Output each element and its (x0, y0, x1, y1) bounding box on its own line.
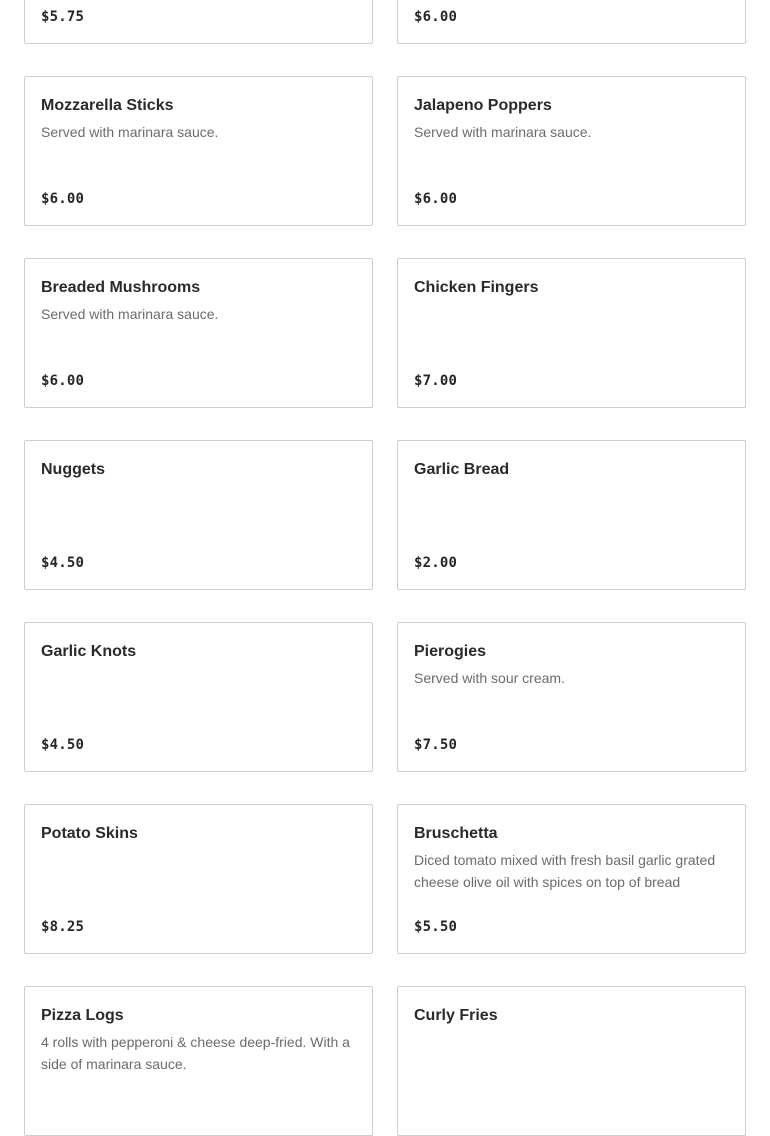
menu-item-card[interactable] (24, 0, 373, 44)
menu-item-price: $6.00 (414, 191, 458, 207)
menu-item-card[interactable] (397, 622, 746, 772)
menu-item-description: Served with marinara sauce. (414, 124, 592, 140)
menu-item-description: 4 rolls with pepperoni & cheese deep-fried. With a side of marinara sauce. (41, 1034, 350, 1072)
menu-item-price: $8.25 (41, 919, 85, 935)
menu-item-name: Nuggets (41, 461, 105, 478)
menu-item-name: Pierogies (414, 643, 487, 660)
menu-item-price: $7.50 (414, 737, 458, 753)
menu-item-price: $6.00 (41, 191, 85, 207)
menu-item-price: $5.75 (41, 9, 85, 25)
menu-item-card[interactable] (24, 986, 373, 1136)
menu-item-description: Served with marinara sauce. (41, 306, 219, 322)
menu-item-name: Mozzarella Sticks (41, 97, 174, 114)
menu-item-price: $6.00 (414, 9, 458, 25)
menu-item-name: Bruschetta (414, 825, 498, 842)
menu-item-name: Breaded Mushrooms (41, 279, 201, 296)
menu-item-name: Curly Fries (414, 1007, 498, 1024)
menu-item-name: Garlic Knots (41, 643, 137, 660)
menu-item-card[interactable] (397, 0, 746, 44)
menu-item-card[interactable] (24, 804, 373, 954)
menu-item-name: Garlic Bread (414, 461, 510, 478)
menu-item-description: Served with sour cream. (414, 670, 565, 686)
menu-item-card[interactable] (24, 622, 373, 772)
menu-item-card[interactable] (397, 258, 746, 408)
menu-item-name: Pizza Logs (41, 1007, 124, 1024)
menu-item-card[interactable] (397, 804, 746, 954)
menu-item-price: $5.50 (414, 919, 458, 935)
menu-item-price: $7.00 (414, 373, 458, 389)
menu-item-card[interactable] (397, 440, 746, 590)
menu-item-card[interactable] (397, 986, 746, 1136)
menu-item-price: $4.50 (41, 555, 85, 571)
menu-item-description: Diced tomato mixed with fresh basil garlic grated cheese olive oil with spices on top of bread (414, 852, 716, 890)
menu-item-card[interactable] (397, 76, 746, 226)
menu-item-card[interactable] (24, 76, 373, 226)
menu-item-card[interactable] (24, 258, 373, 408)
menu-item-name: Jalapeno Poppers (414, 97, 552, 114)
menu-item-card[interactable] (24, 440, 373, 590)
menu-item-price: $6.00 (41, 373, 85, 389)
menu-item-description: Served with marinara sauce. (41, 124, 219, 140)
menu-item-price: $4.50 (41, 737, 85, 753)
menu-item-price: $2.00 (414, 555, 458, 571)
menu-item-grid (24, 0, 746, 1136)
menu-item-name: Chicken Fingers (414, 279, 539, 296)
menu-item-name: Potato Skins (41, 825, 138, 842)
